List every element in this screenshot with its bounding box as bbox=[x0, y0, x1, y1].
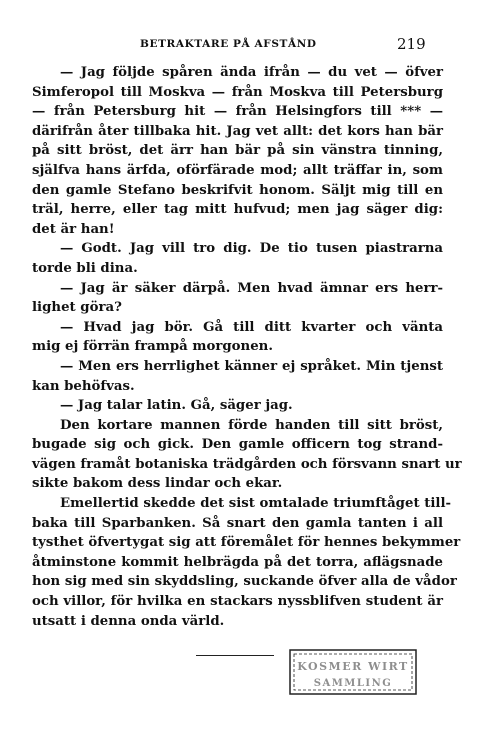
text-line: Simferopol till Moskva — från Moskva till Petersburg bbox=[32, 84, 443, 100]
text-line: torde bli dina. bbox=[32, 260, 138, 276]
text-line: därifrån åter tillbaka hit. Jag vet allt: det kors han bär bbox=[32, 123, 443, 139]
page-number: 219 bbox=[397, 35, 426, 53]
text-line: — från Petersburg hit — från Helsingfors till *** — bbox=[32, 104, 443, 120]
text-line: tysthet öfvertygat sig att föremålet för hennes bekymmer bbox=[32, 535, 461, 551]
body-text bbox=[32, 63, 462, 631]
text-line: bugade sig och gick. Den gamle officern tog strand- bbox=[32, 437, 443, 453]
text-line: mig ej förrän frampå morgonen. bbox=[32, 339, 273, 355]
running-head bbox=[0, 35, 480, 54]
text-line: sikte bakom dess lindar och ekar. bbox=[32, 476, 283, 492]
text-line: Den kortare mannen förde handen till sitt bröst, bbox=[60, 417, 443, 433]
text-line: — Men ers herrlighet känner ej språket. Min tjenst bbox=[60, 358, 443, 374]
text-line: — Godt. Jag vill tro dig. De tio tusen piastrarna bbox=[60, 241, 443, 257]
text-line: lighet göra? bbox=[32, 300, 122, 316]
end-rule bbox=[196, 655, 274, 656]
text-line: Emellertid skedde det sist omtalade triumftåget till- bbox=[60, 496, 452, 512]
text-line: kan behöfvas. bbox=[32, 378, 135, 394]
library-stamp bbox=[284, 642, 422, 702]
stamp-line-1: KOSMER WIRT bbox=[297, 660, 409, 673]
text-line: åtminstone kommit helbrägda på det torra, aflägsnade bbox=[32, 554, 443, 570]
text-line: på sitt bröst, det ärr han bär på sin vänstra tinning, bbox=[32, 143, 443, 159]
stamp-line-2: SAMMLING bbox=[313, 678, 393, 689]
text-line: den gamle Stefano beskrifvit honom. Säljt mig till en bbox=[32, 182, 443, 198]
text-line: — Jag följde spåren ända ifrån — du vet — öfver bbox=[60, 65, 443, 80]
text-line: och villor, för hvilka en stackars nyssblifven student är bbox=[32, 594, 443, 610]
text-line: hon sig med sin skyddsling, suckande öfver alla de vådor bbox=[32, 574, 457, 590]
text-line: baka till Sparbanken. Så snart den gamla tanten i all bbox=[32, 515, 443, 531]
text-line: — Hvad jag bör. Gå till ditt kvarter och vänta bbox=[60, 319, 443, 335]
text-line: — Jag talar latin. Gå, säger jag. bbox=[60, 398, 293, 414]
text-line: — Jag är säker därpå. Men hvad ämnar ers herr- bbox=[60, 280, 443, 296]
text-line: vägen framåt botaniska trädgården och försvann snart ur bbox=[32, 456, 462, 472]
text-line: själfva hans ärfda, oförfärade mod; allt träffar in, som bbox=[32, 162, 443, 178]
text-line: det är han! bbox=[32, 221, 115, 237]
running-title: BETRAKTARE PÅ AFSTÅND bbox=[140, 38, 317, 50]
text-line: utsatt i denna onda värld. bbox=[32, 613, 225, 629]
text-line: träl, herre, eller tag mitt hufvud; men jag säger dig: bbox=[32, 202, 443, 218]
